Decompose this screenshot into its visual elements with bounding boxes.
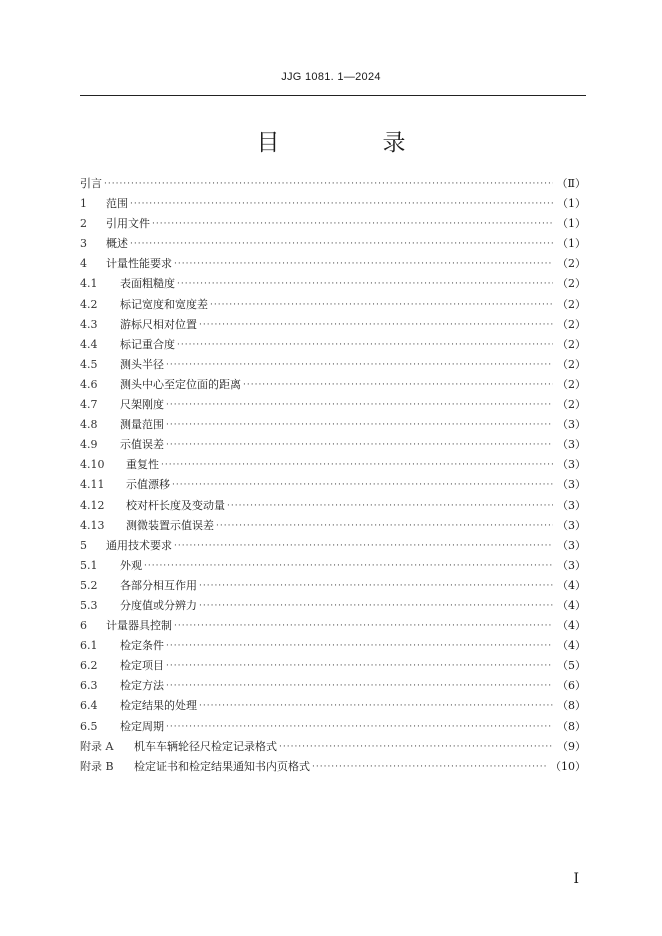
toc-entry-number: 6 xyxy=(80,619,87,633)
toc-entry-number: 4.2 xyxy=(80,297,98,311)
toc-entry-label: 外观 xyxy=(120,558,142,572)
toc-entry-label: 测头半径 xyxy=(120,357,164,371)
toc-dot-leader xyxy=(104,174,553,194)
toc-entry-number: 5 xyxy=(80,538,87,552)
toc-entry-number: 4.9 xyxy=(80,438,98,452)
toc-entry-page: （9） xyxy=(557,739,586,753)
toc-entry-label: 检定结果的处理 xyxy=(120,699,197,713)
toc-entry-page: （2） xyxy=(557,337,586,351)
toc-dot-leader xyxy=(312,757,547,777)
toc-entry[interactable] xyxy=(80,335,586,355)
toc-entry[interactable] xyxy=(80,435,586,455)
toc-entry-number: 附录 A xyxy=(80,739,114,753)
toc-entry-label: 范围 xyxy=(106,197,128,211)
toc-entry-number: 5.2 xyxy=(80,578,98,592)
toc-entry-page: （2） xyxy=(557,257,586,271)
toc-entry-page: （3） xyxy=(557,438,586,452)
toc-entry-page: （4） xyxy=(557,619,586,633)
toc-entry[interactable] xyxy=(80,616,586,636)
toc-entry-label: 各部分相互作用 xyxy=(120,578,197,592)
toc-entry[interactable] xyxy=(80,375,586,395)
toc-entry-label: 校对杆长度及变动量 xyxy=(126,498,225,512)
toc-entry-number: 2 xyxy=(80,217,87,231)
toc-dot-leader xyxy=(199,696,553,716)
toc-entry[interactable] xyxy=(80,274,586,294)
toc-dot-leader xyxy=(199,596,553,616)
toc-dot-leader xyxy=(166,636,553,656)
toc-entry-number: 6.3 xyxy=(80,679,98,693)
toc-dot-leader xyxy=(166,717,553,737)
toc-dot-leader xyxy=(177,274,553,294)
toc-entry-page: （4） xyxy=(557,598,586,612)
toc-dot-leader xyxy=(130,234,553,254)
toc-entry-label: 计量性能要求 xyxy=(106,257,172,271)
toc-entry-page: （2） xyxy=(557,377,586,391)
toc-dot-leader xyxy=(161,455,553,475)
toc-entry[interactable] xyxy=(80,636,586,656)
toc-entry-number: 5.3 xyxy=(80,598,98,612)
toc-dot-leader xyxy=(174,254,553,274)
toc-entry-label: 示值漂移 xyxy=(126,478,170,492)
toc-entry[interactable] xyxy=(80,676,586,696)
toc-entry-label: 检定证书和检定结果通知书内页格式 xyxy=(134,759,310,773)
toc-dot-leader xyxy=(152,214,553,234)
toc-entry-page: （4） xyxy=(557,578,586,592)
page-header: JJG 1081. 1—2024 xyxy=(281,71,381,83)
toc-entry-label: 示值误差 xyxy=(120,438,164,452)
toc-entry-label: 机车车辆轮径尺检定记录格式 xyxy=(134,739,277,753)
toc-entry-label: 检定项目 xyxy=(120,659,164,673)
toc-entry[interactable] xyxy=(80,757,586,777)
toc-entry-label: 引用文件 xyxy=(106,217,150,231)
toc-entry-page: （8） xyxy=(557,699,586,713)
toc-dot-leader xyxy=(144,556,553,576)
toc-dot-leader xyxy=(166,395,553,415)
toc-entry-page: （2） xyxy=(557,357,586,371)
toc-entry-page: （4） xyxy=(557,639,586,653)
toc-entry[interactable] xyxy=(80,596,586,616)
toc-entry-label: 标记宽度和宽度差 xyxy=(120,297,208,311)
toc-dot-leader xyxy=(199,315,553,335)
toc-entry[interactable] xyxy=(80,717,586,737)
toc-entry-page: （3） xyxy=(557,478,586,492)
toc-entry-number: 4.4 xyxy=(80,337,98,351)
toc-entry-number: 3 xyxy=(80,237,87,251)
toc-entry-label: 标记重合度 xyxy=(120,337,175,351)
toc-entry-label: 重复性 xyxy=(126,458,159,472)
table-of-contents xyxy=(80,174,586,777)
toc-entry-page: （1） xyxy=(557,237,586,251)
toc-entry-number: 4.1 xyxy=(80,277,98,291)
toc-dot-leader xyxy=(130,194,553,214)
toc-entry-number: 6.4 xyxy=(80,699,98,713)
toc-entry-page: （3） xyxy=(557,538,586,552)
toc-entry-page: （1） xyxy=(557,217,586,231)
toc-entry-number: 4.6 xyxy=(80,377,98,391)
page-title: 目 录 xyxy=(256,130,446,156)
toc-dot-leader xyxy=(177,335,553,355)
toc-entry-number: 6.5 xyxy=(80,719,98,733)
toc-entry-number: 4.5 xyxy=(80,357,98,371)
toc-entry-number: 4.8 xyxy=(80,418,98,432)
toc-dot-leader xyxy=(243,375,553,395)
toc-entry[interactable] xyxy=(80,656,586,676)
toc-entry-label: 检定条件 xyxy=(120,639,164,653)
toc-entry-page: （2） xyxy=(557,277,586,291)
toc-entry-page: （3） xyxy=(557,558,586,572)
toc-dot-leader xyxy=(227,496,553,516)
toc-dot-leader xyxy=(174,616,553,636)
toc-dot-leader xyxy=(166,355,553,375)
toc-dot-leader xyxy=(166,435,553,455)
toc-entry[interactable] xyxy=(80,194,586,214)
toc-entry[interactable] xyxy=(80,355,586,375)
toc-entry-page: （10） xyxy=(550,759,586,773)
toc-entry-number: 6.2 xyxy=(80,659,98,673)
toc-entry-number: 1 xyxy=(80,197,87,211)
toc-entry-page: （2） xyxy=(557,297,586,311)
toc-entry-page: （3） xyxy=(557,418,586,432)
toc-entry-number: 4.3 xyxy=(80,317,98,331)
toc-entry-number: 4.11 xyxy=(80,478,105,492)
toc-entry-label: 检定方法 xyxy=(120,679,164,693)
toc-entry-page: （8） xyxy=(557,719,586,733)
toc-entry-page: （2） xyxy=(557,398,586,412)
toc-entry-label: 测量范围 xyxy=(120,418,164,432)
toc-entry-page: （3） xyxy=(557,458,586,472)
toc-entry-number: 4.12 xyxy=(80,498,105,512)
toc-entry-number: 4.13 xyxy=(80,518,105,532)
toc-entry-label: 通用技术要求 xyxy=(106,538,172,552)
toc-entry[interactable] xyxy=(80,214,586,234)
toc-entry[interactable] xyxy=(80,576,586,596)
toc-entry[interactable] xyxy=(80,556,586,576)
toc-entry-label: 引言 xyxy=(80,177,102,190)
toc-dot-leader xyxy=(172,475,553,495)
toc-entry-page: （Ⅱ） xyxy=(556,177,586,190)
toc-dot-leader xyxy=(166,656,553,676)
toc-entry-page: （5） xyxy=(557,659,586,673)
toc-entry-label: 表面粗糙度 xyxy=(120,277,175,291)
toc-entry-number: 4 xyxy=(80,257,87,271)
toc-entry-label: 检定周期 xyxy=(120,719,164,733)
toc-entry-label: 游标尺相对位置 xyxy=(120,317,197,331)
toc-dot-leader xyxy=(174,536,553,556)
toc-entry-page: （3） xyxy=(557,518,586,532)
toc-entry-label: 概述 xyxy=(106,237,128,251)
toc-entry-page: （3） xyxy=(557,498,586,512)
toc-entry[interactable] xyxy=(80,475,586,495)
toc-entry[interactable] xyxy=(80,315,586,335)
toc-entry[interactable] xyxy=(80,395,586,415)
toc-entry-number: 4.10 xyxy=(80,458,105,472)
toc-dot-leader xyxy=(166,676,553,696)
toc-dot-leader xyxy=(279,737,553,757)
toc-entry-page: （1） xyxy=(557,197,586,211)
toc-entry-label: 尺架刚度 xyxy=(120,398,164,412)
toc-entry[interactable] xyxy=(80,415,586,435)
toc-entry[interactable] xyxy=(80,696,586,716)
toc-dot-leader xyxy=(216,516,553,536)
toc-entry-number: 5.1 xyxy=(80,558,98,572)
toc-entry-label: 测微装置示值误差 xyxy=(126,518,214,532)
toc-entry[interactable] xyxy=(80,174,586,194)
toc-entry-number: 6.1 xyxy=(80,639,98,653)
toc-entry-number: 4.7 xyxy=(80,398,98,412)
toc-entry[interactable] xyxy=(80,254,586,274)
toc-entry[interactable] xyxy=(80,737,586,757)
toc-entry[interactable] xyxy=(80,516,586,536)
toc-dot-leader xyxy=(166,415,553,435)
toc-dot-leader xyxy=(199,576,553,596)
page-number: I xyxy=(573,871,579,887)
toc-entry[interactable] xyxy=(80,295,586,315)
toc-entry-number: 附录 B xyxy=(80,759,114,773)
toc-entry[interactable] xyxy=(80,455,586,475)
toc-entry-label: 分度值或分辨力 xyxy=(120,598,197,612)
toc-entry[interactable] xyxy=(80,536,586,556)
header-rule xyxy=(80,95,586,96)
toc-dot-leader xyxy=(210,295,553,315)
toc-entry[interactable] xyxy=(80,496,586,516)
toc-entry-label: 计量器具控制 xyxy=(106,619,172,633)
toc-entry[interactable] xyxy=(80,234,586,254)
toc-entry-page: （6） xyxy=(557,679,586,693)
toc-entry-label: 测头中心至定位面的距离 xyxy=(120,377,241,391)
toc-entry-page: （2） xyxy=(557,317,586,331)
